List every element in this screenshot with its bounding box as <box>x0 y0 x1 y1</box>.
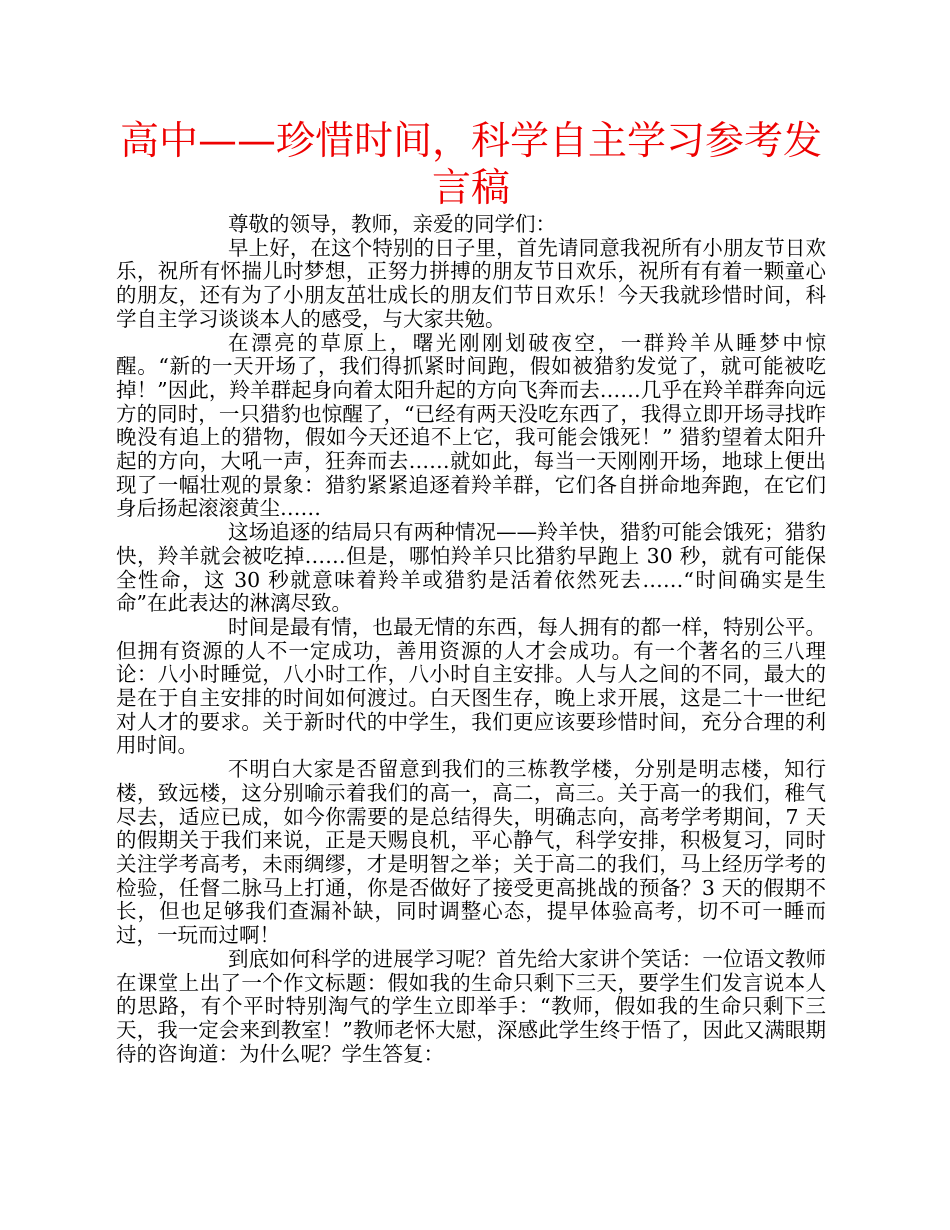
paragraph: 到底如何科学的进展学习呢？首先给大家讲个笑话：一位语文教师在课堂上出了一个作文标题：假如我的生命只剩下三天，要学生们发言说本人的思路，有个平时特别淘气的学生立即举手：“教师，假如我的生命只剩下三天，我一定会来到教室！”教师老怀大慰，深感此学生终于悟了，因此又满眼期待的咨询道：为什么呢？学生答复： <box>116 946 826 1066</box>
paragraph: 早上好，在这个特别的日子里，首先请同意我祝所有小朋友节日欢乐，祝所有怀揣儿时梦想，正努力拼搏的朋友节日欢乐，祝所有有着一颗童心的朋友，还有为了小朋友茁壮成长的朋友们节日欢乐！今天我就珍惜时间，科学自主学习谈谈本人的感受，与大家共勉。 <box>116 235 826 331</box>
document-body <box>116 213 826 1066</box>
salutation: 尊敬的领导，教师，亲爱的同学们： <box>228 212 556 236</box>
document-page <box>116 118 826 1066</box>
paragraph: 在漂亮的草原上，曙光刚刚划破夜空，一群羚羊从睡梦中惊醒。“新的一天开场了，我们得抓紧时间跑，假如被猎豹发觉了，就可能被吃掉！”因此，羚羊群起身向着太阳升起的方向飞奔而去……几乎在羚羊群奔向远方的同时，一只猎豹也惊醒了，“已经有两天没吃东西了，我得立即开场寻找昨晚没有追上的猎物，假如今天还追不上它，我可能会饿死！” 猎豹望着太阳升起的方向，大吼一声，狂奔而去……就如此，每当一天刚刚开场，地球上便出现了一幅壮观的景象：猎豹紧紧追逐着羚羊群，它们各自拼命地奔跑，在它们身后扬起滚滚黄尘…… <box>116 330 826 521</box>
document-title-line-2: 言稿 <box>431 166 510 211</box>
paragraph: 时间是最有情，也最无情的东西，每人拥有的都一样，特别公平。但拥有资源的人不一定成功，善用资源的人才会成功。有一个著名的三八理论：八小时睡觉，八小时工作，八小时自主安排。人与人之间的不同，最大的是在于自主安排的时间如何渡过。白天图生存，晚上求开展，这是二十一世纪对人才的要求。关于新时代的中学生，我们更应该要珍惜时间，充分合理的利用时间。 <box>116 614 826 758</box>
document-title-line-1: 高中——珍惜时间，科学自主学习参考发 <box>119 119 822 164</box>
paragraph: 不明白大家是否留意到我们的三栋教学楼，分别是明志楼，知行楼，致远楼，这分别喻示着我们的高一，高二，高三。关于高一的我们，稚气尽去，适应已成，如今你需要的是总结得失，明确志向，高考学考期间，7 天的假期关于我们来说，正是天赐良机，平心静气，科学安排，积极复习，同时关注学考高考，未雨绸缪，才是明智之举；关于高二的我们，马上经历学考的检验，任督二脉马上打通，你是否做好了接受更高挑战的预备？3 天的假期不长，但也足够我们查漏补缺，同时调整心态，提早体验高考，切不可一睡而过，一玩而过啊！ <box>116 757 826 948</box>
paragraph: 这场追逐的结局只有两种情况——羚羊快，猎豹可能会饿死；猎豹快，羚羊就会被吃掉……但是，哪怕羚羊只比猎豹早跑上 30 秒，就有可能保全性命，这 30 秒就意味着羚羊或猎豹是活着依然死去……“时间确实是生命”在此表达的淋漓尽致。 <box>116 520 826 616</box>
document-title <box>116 118 826 212</box>
